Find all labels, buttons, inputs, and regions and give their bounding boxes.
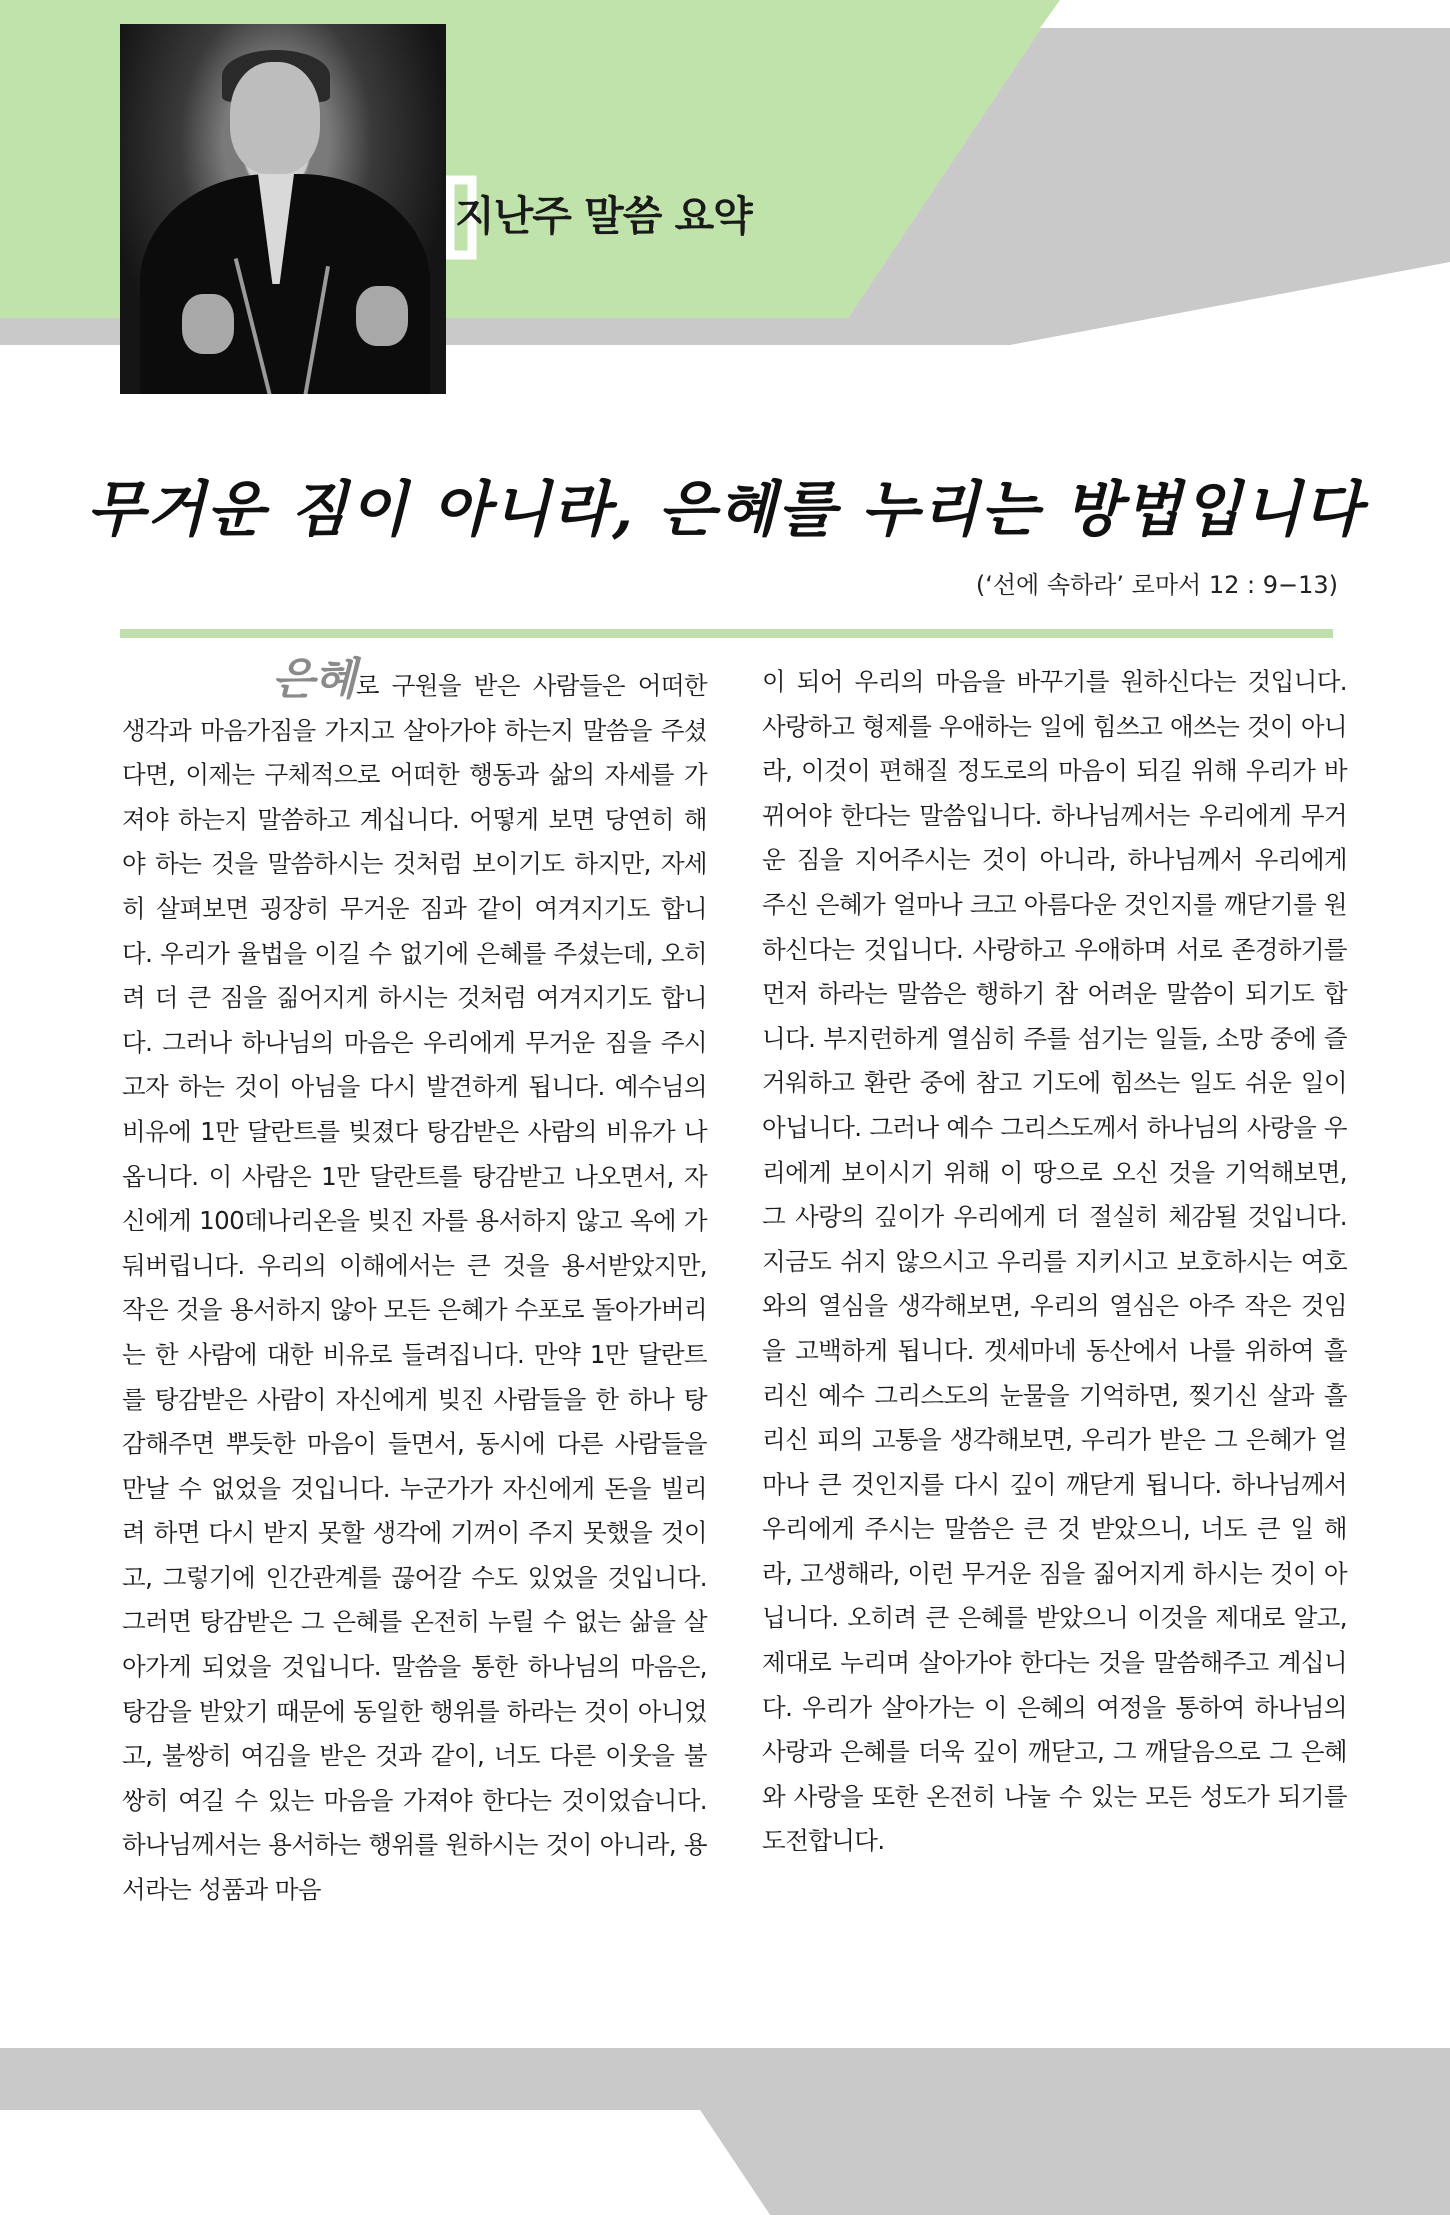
dropcap: 은혜	[272, 654, 356, 705]
section-label: 지난주 말씀 요약	[455, 192, 752, 240]
title-divider	[120, 629, 1333, 638]
body-text-right: 이 되어 우리의 마음을 바꾸기를 원하신다는 것입니다. 사랑하고 형제를 우애하는 일에 힘쓰고 애쓰는 것이 아니라, 이것이 편해질 정도로의 마음이 되길 위해 우리가 바뀌어야 한다는 말씀입니다. 하나님께서는 우리에게 무거운 짐을 지어주시는 것이 아니라, 하나님께서 우리에게 주신 은혜가 얼마나 크고 아름다운 것인지를 깨닫기를 원하신다는 것입니다. 사랑하고 우애하며 서로 존경하기를 먼저 하라는 말씀은 행하기 참 어려운 말씀이 되기도 합니다. 부지런하게 열심히 주를 섬기는 일들, 소망 중에 즐거워하고 환란 중에 참고 기도에 힘쓰는 일도 쉬운 일이 아닙니다. 그러나 예수 그리스도께서 하나님의 사랑을 우리에게 보이시기 위해 이 땅으로 오신 것을 기억해보면, 그 사랑의 깊이가 우리에게 더 절실히 체감될 것입니다. 지금도 쉬지 않으시고 우리를 지키시고 보호하시는 여호와의 열심을 생각해보면, 우리의 열심은 아주 작은 것임을 고백하게 됩니다. 겟세마네 동산에서 나를 위하여 흘리신 예수 그리스도의 눈물을 기억하면, 찢기신 살과 흘리신 피의 고통을 생각해보면, 우리가 받은 그 은혜가 얼마나 큰 것인지를 다시 깊이 깨닫게 됩니다. 하나님께서 우리에게 주시는 말씀은 큰 것 받았으니, 너도 큰 일 해라, 고생해라, 이런 무거운 짐을 짊어지게 하시는 것이 아닙니다. 오히려 큰 은혜를 받았으니 이것을 제대로 알고, 제대로 누리며 살아가야 한다는 것을 말씀해주고 계십니다. 우리가 살아가는 이 은혜의 여정을 통하여 하나님의 사랑과 은혜를 더욱 깊이 깨닫고, 그 깨달음으로 그 은혜와 사랑을 또한 온전히 나눌 수 있는 모든 성도가 되기를 도전합니다.	[762, 667, 1347, 1856]
sermon-title: 무거운 짐이 아니라, 은혜를 누리는 방법입니다	[86, 475, 1364, 545]
photo-hand-left	[182, 294, 234, 354]
body-column-left	[122, 654, 707, 1913]
gray-footer-band	[0, 2048, 1450, 2110]
gray-footer-wedge	[700, 2110, 1450, 2215]
footer-white	[0, 2110, 610, 2215]
body-column-right	[762, 660, 1347, 1864]
preacher-photo	[120, 24, 446, 394]
scripture-reference: (‘선에 속하라’ 로마서 12 : 9−13)	[975, 571, 1338, 599]
body-text-left: 로 구원을 받은 사람들은 어떠한 생각과 마음가짐을 가지고 살아가야 하는지 말씀을 주셨다면, 이제는 구체적으로 어떠한 행동과 삶의 자세를 가져야 하는지 말씀하고 계십니다. 어떻게 보면 당연히 해야 하는 것을 말씀하시는 것처럼 보이기도 하지만, 자세히 살펴보면 굉장히 무거운 짐과 같이 여겨지기도 합니다. 우리가 율법을 이길 수 없기에 은혜를 주셨는데, 오히려 더 큰 짐을 짊어지게 하시는 것처럼 여겨지기도 합니다. 그러나 하나님의 마음은 우리에게 무거운 짐을 주시고자 하는 것이 아님을 다시 발견하게 됩니다. 예수님의 비유에 1만 달란트를 빚졌다 탕감받은 사람의 비유가 나옵니다. 이 사람은 1만 달란트를 탕감받고 나오면서, 자신에게 100데나리온을 빚진 자를 용서하지 않고 옥에 가둬버립니다. 우리의 이해에서는 큰 것을 용서받았지만, 작은 것을 용서하지 않아 모든 은혜가 수포로 돌아가버리는 한 사람에 대한 비유로 들려집니다. 만약 1만 달란트를 탕감받은 사람이 자신에게 빚진 사람들을 한 하나 탕감해주면 뿌듯한 마음이 들면서, 동시에 다른 사람들을 만날 수 없었을 것입니다. 누군가가 자신에게 돈을 빌리려 하면 다시 받지 못할 생각에 기꺼이 주지 못했을 것이고, 그렇기에 인간관계를 끊어갈 수도 있었을 것입니다. 그러면 탕감받은 그 은혜를 온전히 누릴 수 없는 삶을 살아가게 되었을 것입니다. 말씀을 통한 하나님의 마음은, 탕감을 받았기 때문에 동일한 행위를 하라는 것이 아니었고, 불쌍히 여김을 받은 것과 같이, 너도 다른 이웃을 불쌍히 여길 수 있는 마음을 가져야 한다는 것이었습니다. 하나님께서는 용서하는 행위를 원하시는 것이 아니라, 용서라는 성품과 마음	[122, 671, 707, 1905]
header-gap-line	[1040, 0, 1450, 28]
photo-hand-right	[356, 286, 408, 346]
photo-face	[230, 62, 320, 174]
